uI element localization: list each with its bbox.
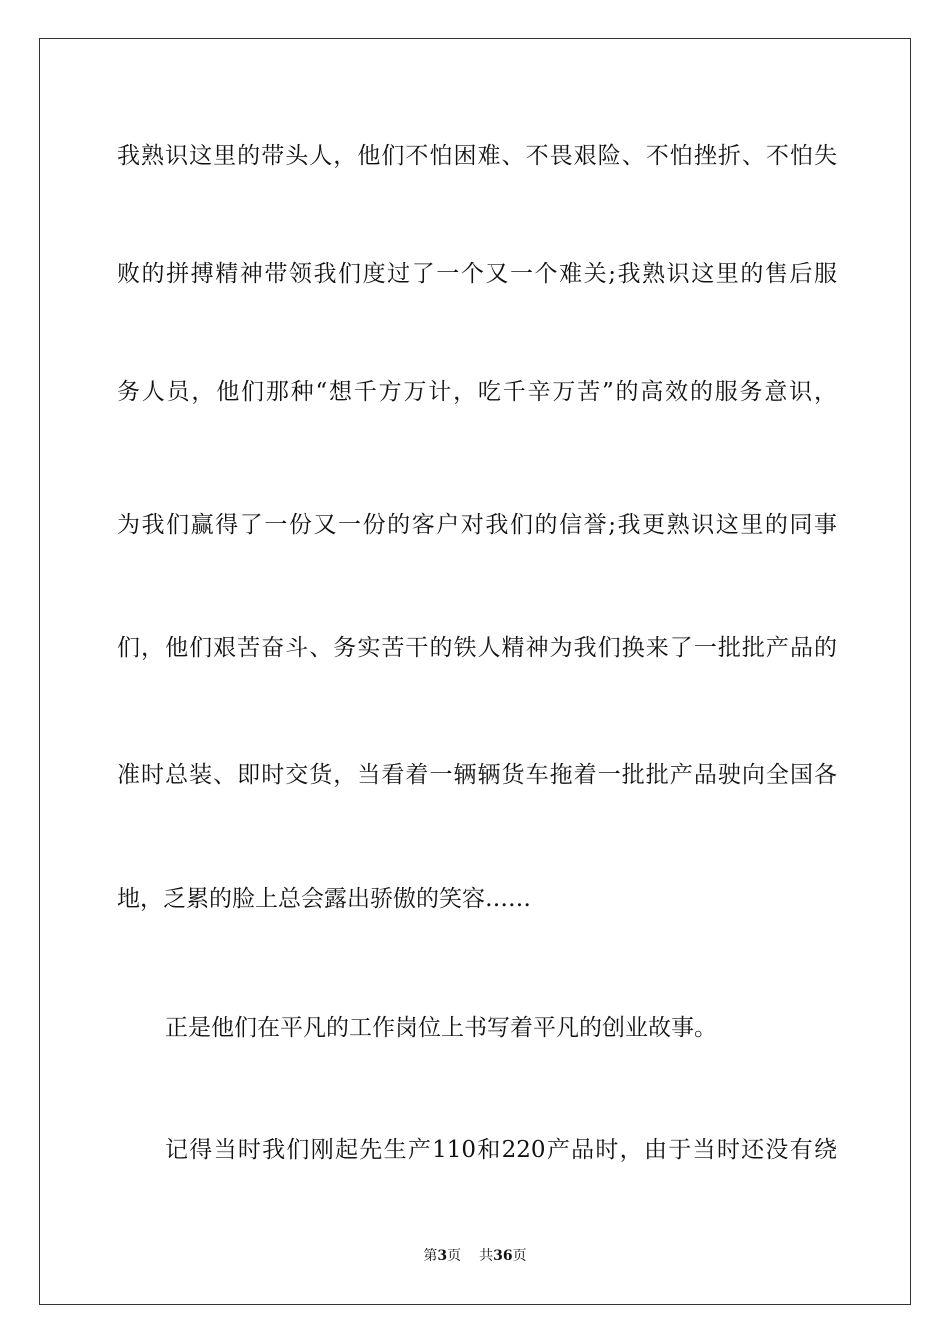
- text-line-5: 们，他们艰苦奋斗、务实苦干的铁人精神为我们换来了一批批产品的: [117, 635, 837, 661]
- page-border: [39, 38, 911, 1305]
- paragraph-line-9: 记得当时我们刚起先生产110和220产品时，由于当时还没有绕: [165, 1137, 837, 1163]
- text-line-7: 地，乏累的脸上总会露出骄傲的笑容……: [117, 886, 531, 912]
- footer-page-number: 3: [437, 1248, 448, 1264]
- footer-page-suffix: 页: [447, 1248, 462, 1264]
- text-line-4: 为我们赢得了一份又一份的客户对我们的信誉;我更熟识这里的同事: [117, 512, 837, 538]
- text-line-1: 我熟识这里的带头人，他们不怕困难、不畏艰险、不怕挫折、不怕失: [117, 143, 837, 169]
- text-line-2: 败的拼搏精神带领我们度过了一个又一个难关;我熟识这里的售后服: [117, 261, 837, 287]
- page-footer: [0, 1247, 950, 1265]
- footer-total-number: 36: [493, 1248, 513, 1264]
- paragraph-line-8: 正是他们在平凡的工作岗位上书写着平凡的创业故事。: [165, 1015, 717, 1041]
- footer-total-prefix: 共: [479, 1248, 494, 1264]
- text-line-3: 务人员，他们那种“想千方万计，吃千辛万苦”的高效的服务意识，: [117, 379, 837, 405]
- footer-total-suffix: 页: [512, 1248, 527, 1264]
- footer-page-prefix: 第: [423, 1248, 438, 1264]
- text-line-6: 准时总装、即时交货，当看着一辆辆货车拖着一批批产品驶向全国各: [117, 762, 837, 788]
